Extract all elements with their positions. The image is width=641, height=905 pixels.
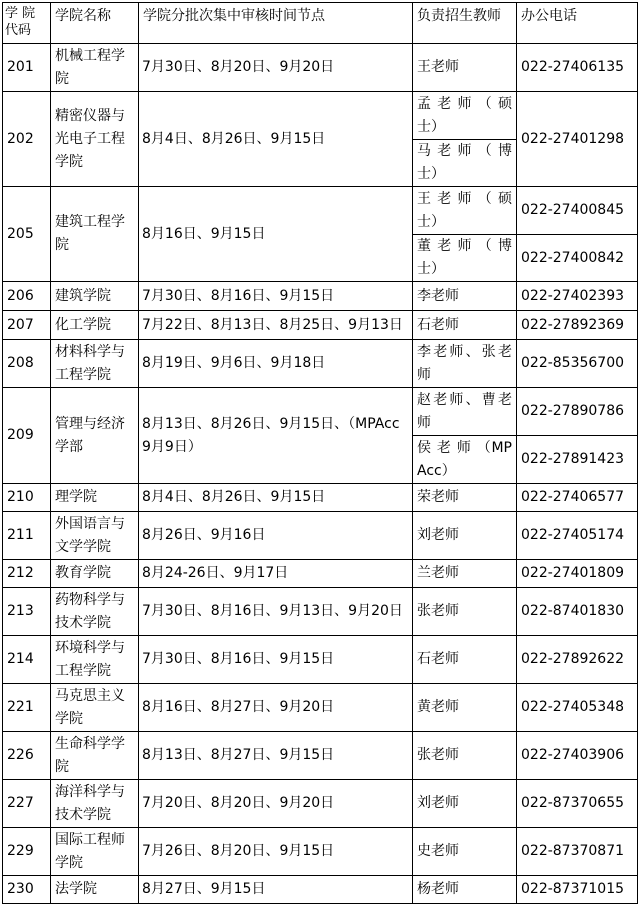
review-dates: 7月30日、8月16日、9月15日 xyxy=(139,282,413,311)
teacher-name: 石老师 xyxy=(413,311,517,340)
teacher-name: 石老师 xyxy=(413,636,517,684)
header-phone: 办公电话 xyxy=(517,3,638,44)
table-row xyxy=(3,388,638,436)
table-row xyxy=(3,92,638,140)
college-code: 212 xyxy=(3,560,51,588)
teacher-name: 李老师 xyxy=(413,282,517,311)
review-dates: 8月16日、8月27日、9月20日 xyxy=(139,684,413,732)
college-name: 管理与经济学部 xyxy=(51,388,139,484)
table-row xyxy=(3,560,638,588)
header-college-name: 学院名称 xyxy=(51,3,139,44)
college-code: 211 xyxy=(3,512,51,560)
header-code-label: 学 院 代码 xyxy=(5,6,36,38)
college-name: 机械工程学院 xyxy=(51,44,139,92)
table-row xyxy=(3,588,638,636)
table-row xyxy=(3,484,638,512)
review-dates: 7月30日、8月20日、9月20日 xyxy=(139,44,413,92)
office-phone: 022-27403906 xyxy=(517,732,638,780)
college-code: 210 xyxy=(3,484,51,512)
college-code: 221 xyxy=(3,684,51,732)
header-review-dates: 学院分批次集中审核时间节点 xyxy=(139,3,413,44)
table-row xyxy=(3,340,638,388)
table-row xyxy=(3,512,638,560)
review-dates: 7月20日、8月20日、9月20日 xyxy=(139,780,413,828)
teacher-name: 马 老 师 （ 博士） xyxy=(413,140,517,187)
teacher-name: 刘老师 xyxy=(413,780,517,828)
table-row xyxy=(3,684,638,732)
office-phone: 022-27892622 xyxy=(517,636,638,684)
teacher-name: 张老师 xyxy=(413,588,517,636)
college-name: 建筑学院 xyxy=(51,282,139,311)
office-phone: 022-85356700 xyxy=(517,340,638,388)
office-phone: 022-27406135 xyxy=(517,44,638,92)
teacher-name: 刘老师 xyxy=(413,512,517,560)
review-dates: 7月26日、8月20日、9月15日 xyxy=(139,828,413,876)
office-phone: 022-27892369 xyxy=(517,311,638,340)
admission-schedule-table xyxy=(2,2,638,904)
office-phone: 022-27405174 xyxy=(517,512,638,560)
teacher-name: 李老师、张老师 xyxy=(413,340,517,388)
review-dates: 8月13日、8月26日、9月15日、（MPAcc 9月9日） xyxy=(139,388,413,484)
header-teacher: 负责招生教师 xyxy=(413,3,517,44)
teacher-name: 黄老师 xyxy=(413,684,517,732)
college-code: 206 xyxy=(3,282,51,311)
college-name: 精密仪器与光电子工程学院 xyxy=(51,92,139,187)
college-name: 化工学院 xyxy=(51,311,139,340)
office-phone: 022-87370655 xyxy=(517,780,638,828)
office-phone: 022-27401298 xyxy=(517,92,638,187)
review-dates: 8月13日、8月27日、9月15日 xyxy=(139,732,413,780)
teacher-name: 杨老师 xyxy=(413,876,517,904)
review-dates: 8月16日、9月15日 xyxy=(139,187,413,282)
college-code: 205 xyxy=(3,187,51,282)
table-row xyxy=(3,44,638,92)
review-dates: 8月27日、9月15日 xyxy=(139,876,413,904)
header-row xyxy=(3,3,638,44)
college-name: 生命科学学院 xyxy=(51,732,139,780)
college-code: 214 xyxy=(3,636,51,684)
college-name: 海洋科学与技术学院 xyxy=(51,780,139,828)
college-name: 材料科学与工程学院 xyxy=(51,340,139,388)
college-name: 法学院 xyxy=(51,876,139,904)
office-phone: 022-27400842 xyxy=(517,235,638,282)
college-name: 马克思主义学院 xyxy=(51,684,139,732)
college-code: 226 xyxy=(3,732,51,780)
teacher-name: 董 老 师 （ 博士） xyxy=(413,235,517,282)
office-phone: 022-27400845 xyxy=(517,187,638,235)
table-row xyxy=(3,780,638,828)
table-row xyxy=(3,732,638,780)
office-phone: 022-87401830 xyxy=(517,588,638,636)
table-row xyxy=(3,828,638,876)
college-name: 建筑工程学院 xyxy=(51,187,139,282)
table-row xyxy=(3,876,638,904)
office-phone: 022-27890786 xyxy=(517,388,638,436)
office-phone: 022-87371015 xyxy=(517,876,638,904)
review-dates: 8月24-26日、9月17日 xyxy=(139,560,413,588)
office-phone: 022-87370871 xyxy=(517,828,638,876)
college-name: 教育学院 xyxy=(51,560,139,588)
review-dates: 7月30日、8月16日、9月15日 xyxy=(139,636,413,684)
college-name: 理学院 xyxy=(51,484,139,512)
teacher-name: 侯 老 师 （MPAcc） xyxy=(413,436,517,484)
table-row xyxy=(3,282,638,311)
teacher-name: 王老师 xyxy=(413,44,517,92)
teacher-name: 张老师 xyxy=(413,732,517,780)
college-code: 208 xyxy=(3,340,51,388)
college-code: 230 xyxy=(3,876,51,904)
teacher-name: 兰老师 xyxy=(413,560,517,588)
college-code: 201 xyxy=(3,44,51,92)
office-phone: 022-27406577 xyxy=(517,484,638,512)
teacher-name: 史老师 xyxy=(413,828,517,876)
college-code: 209 xyxy=(3,388,51,484)
table-row xyxy=(3,311,638,340)
college-name: 药物科学与技术学院 xyxy=(51,588,139,636)
college-code: 229 xyxy=(3,828,51,876)
review-dates: 7月30日、8月16日、9月13日、9月20日 xyxy=(139,588,413,636)
college-name: 国际工程师学院 xyxy=(51,828,139,876)
review-dates: 8月4日、8月26日、9月15日 xyxy=(139,92,413,187)
teacher-name: 荣老师 xyxy=(413,484,517,512)
review-dates: 8月4日、8月26日、9月15日 xyxy=(139,484,413,512)
review-dates: 8月19日、9月6日、9月18日 xyxy=(139,340,413,388)
office-phone: 022-27891423 xyxy=(517,436,638,484)
header-college-code xyxy=(3,3,51,44)
review-dates: 8月26日、9月16日 xyxy=(139,512,413,560)
college-name: 外国语言与文学学院 xyxy=(51,512,139,560)
college-code: 227 xyxy=(3,780,51,828)
office-phone: 022-27402393 xyxy=(517,282,638,311)
teacher-name: 孟 老 师 （ 硕士） xyxy=(413,92,517,140)
college-name: 环境科学与工程学院 xyxy=(51,636,139,684)
table-row xyxy=(3,636,638,684)
college-code: 207 xyxy=(3,311,51,340)
table-row xyxy=(3,187,638,235)
college-code: 213 xyxy=(3,588,51,636)
office-phone: 022-27405348 xyxy=(517,684,638,732)
review-dates: 7月22日、8月13日、8月25日、9月13日 xyxy=(139,311,413,340)
office-phone: 022-27401809 xyxy=(517,560,638,588)
college-code: 202 xyxy=(3,92,51,187)
teacher-name: 王 老 师 （ 硕士） xyxy=(413,187,517,235)
teacher-name: 赵老师、曹老师 xyxy=(413,388,517,436)
